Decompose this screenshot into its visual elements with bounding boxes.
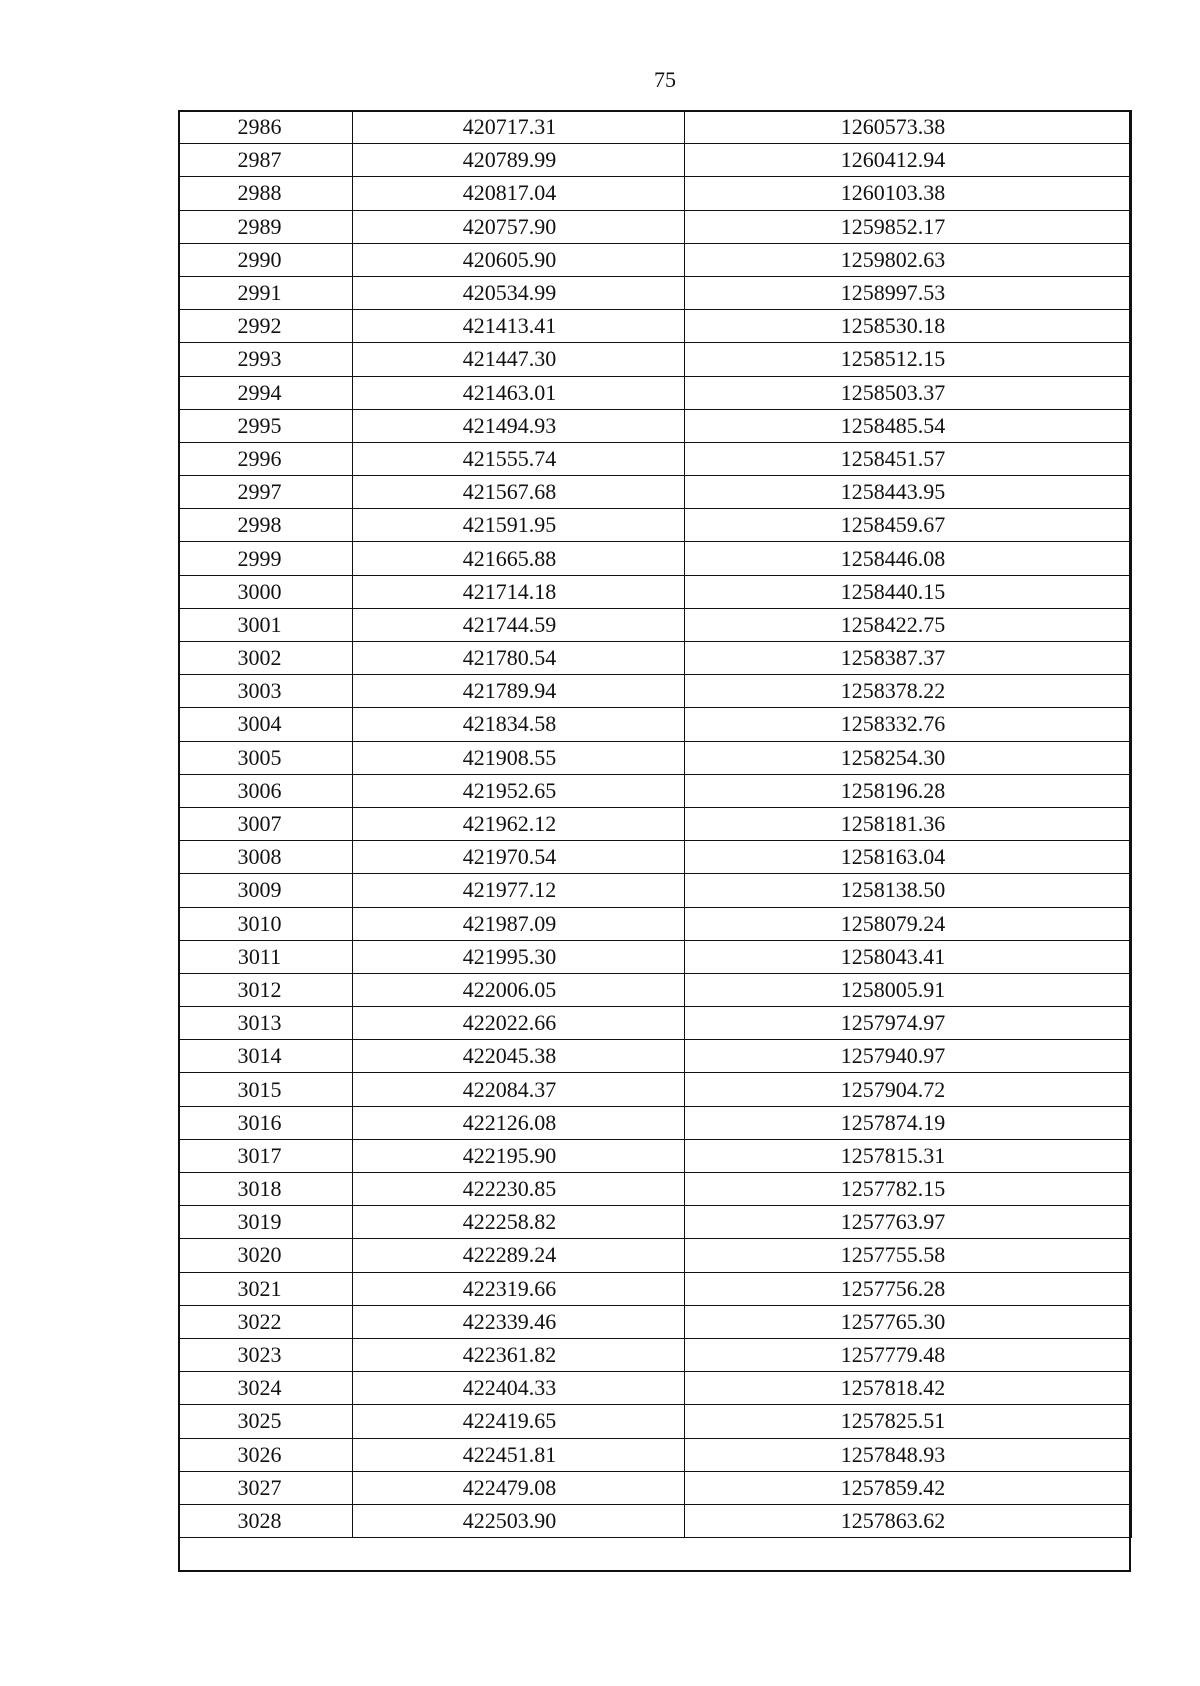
point-number-cell: 2993 — [179, 343, 353, 376]
x-coordinate-cell: 422045.38 — [353, 1040, 685, 1073]
x-coordinate-cell: 420817.04 — [353, 177, 685, 210]
point-number-cell: 3002 — [179, 642, 353, 675]
table-row — [179, 243, 1132, 276]
x-coordinate-cell: 422404.33 — [353, 1372, 685, 1405]
x-coordinate-cell: 421665.88 — [353, 542, 685, 575]
y-coordinate-cell: 1257818.42 — [685, 1372, 1132, 1405]
x-coordinate-cell: 421714.18 — [353, 575, 685, 608]
x-coordinate-cell: 422022.66 — [353, 1007, 685, 1040]
point-number-cell: 2987 — [179, 144, 353, 177]
table-row — [179, 1239, 1132, 1272]
table-row — [179, 343, 1132, 376]
table-row — [179, 841, 1132, 874]
x-coordinate-cell: 422361.82 — [353, 1338, 685, 1371]
y-coordinate-cell: 1258503.37 — [685, 376, 1132, 409]
table-row — [179, 144, 1132, 177]
table-row — [179, 973, 1132, 1006]
table-row — [179, 940, 1132, 973]
x-coordinate-cell: 421447.30 — [353, 343, 685, 376]
point-number-cell: 3019 — [179, 1206, 353, 1239]
x-coordinate-cell: 422339.46 — [353, 1305, 685, 1338]
y-coordinate-cell: 1257756.28 — [685, 1272, 1132, 1305]
y-coordinate-cell: 1260412.94 — [685, 144, 1132, 177]
x-coordinate-cell: 422258.82 — [353, 1206, 685, 1239]
x-coordinate-cell: 421789.94 — [353, 675, 685, 708]
table-row — [179, 111, 1132, 144]
table-row — [179, 1438, 1132, 1471]
point-number-cell: 2996 — [179, 442, 353, 475]
y-coordinate-cell: 1257863.62 — [685, 1504, 1132, 1537]
point-number-cell: 3005 — [179, 741, 353, 774]
point-number-cell: 2988 — [179, 177, 353, 210]
x-coordinate-cell: 420605.90 — [353, 243, 685, 276]
x-coordinate-cell: 421413.41 — [353, 310, 685, 343]
table-row — [179, 442, 1132, 475]
table-row — [179, 177, 1132, 210]
point-number-cell: 2986 — [179, 111, 353, 144]
table-row — [179, 1106, 1132, 1139]
point-number-cell: 3016 — [179, 1106, 353, 1139]
coordinate-table — [178, 110, 1132, 1538]
point-number-cell: 3017 — [179, 1139, 353, 1172]
point-number-cell: 2989 — [179, 210, 353, 243]
table-row — [179, 310, 1132, 343]
x-coordinate-cell: 421463.01 — [353, 376, 685, 409]
table-row — [179, 1305, 1132, 1338]
point-number-cell: 3008 — [179, 841, 353, 874]
y-coordinate-cell: 1257782.15 — [685, 1173, 1132, 1206]
y-coordinate-cell: 1257779.48 — [685, 1338, 1132, 1371]
x-coordinate-cell: 421494.93 — [353, 409, 685, 442]
x-coordinate-cell: 422503.90 — [353, 1504, 685, 1537]
point-number-cell: 3004 — [179, 708, 353, 741]
point-number-cell: 3023 — [179, 1338, 353, 1371]
point-number-cell: 2991 — [179, 276, 353, 309]
y-coordinate-cell: 1257940.97 — [685, 1040, 1132, 1073]
table-row — [179, 608, 1132, 641]
table-row — [179, 1139, 1132, 1172]
y-coordinate-cell: 1257765.30 — [685, 1305, 1132, 1338]
point-number-cell: 2999 — [179, 542, 353, 575]
x-coordinate-cell: 422195.90 — [353, 1139, 685, 1172]
point-number-cell: 3026 — [179, 1438, 353, 1471]
point-number-cell: 3018 — [179, 1173, 353, 1206]
y-coordinate-cell: 1258530.18 — [685, 310, 1132, 343]
x-coordinate-cell: 421908.55 — [353, 741, 685, 774]
x-coordinate-cell: 422289.24 — [353, 1239, 685, 1272]
table-row — [179, 1338, 1132, 1371]
table-row — [179, 642, 1132, 675]
x-coordinate-cell: 422479.08 — [353, 1471, 685, 1504]
y-coordinate-cell: 1259852.17 — [685, 210, 1132, 243]
x-coordinate-cell: 421567.68 — [353, 476, 685, 509]
x-coordinate-cell: 421780.54 — [353, 642, 685, 675]
y-coordinate-cell: 1258459.67 — [685, 509, 1132, 542]
x-coordinate-cell: 420789.99 — [353, 144, 685, 177]
table-row — [179, 1372, 1132, 1405]
x-coordinate-cell: 420534.99 — [353, 276, 685, 309]
point-number-cell: 3010 — [179, 907, 353, 940]
point-number-cell: 3012 — [179, 973, 353, 1006]
y-coordinate-cell: 1258387.37 — [685, 642, 1132, 675]
y-coordinate-cell: 1257974.97 — [685, 1007, 1132, 1040]
x-coordinate-cell: 421977.12 — [353, 874, 685, 907]
y-coordinate-cell: 1258043.41 — [685, 940, 1132, 973]
point-number-cell: 2997 — [179, 476, 353, 509]
table-row — [179, 1040, 1132, 1073]
point-number-cell: 2998 — [179, 509, 353, 542]
x-coordinate-cell: 421952.65 — [353, 774, 685, 807]
point-number-cell: 3011 — [179, 940, 353, 973]
point-number-cell: 3006 — [179, 774, 353, 807]
y-coordinate-cell: 1257859.42 — [685, 1471, 1132, 1504]
point-number-cell: 3022 — [179, 1305, 353, 1338]
y-coordinate-cell: 1257904.72 — [685, 1073, 1132, 1106]
point-number-cell: 3021 — [179, 1272, 353, 1305]
y-coordinate-cell: 1258485.54 — [685, 409, 1132, 442]
table-row — [179, 409, 1132, 442]
table-row — [179, 509, 1132, 542]
x-coordinate-cell: 421970.54 — [353, 841, 685, 874]
table-row — [179, 741, 1132, 774]
x-coordinate-cell: 421995.30 — [353, 940, 685, 973]
y-coordinate-cell: 1258443.95 — [685, 476, 1132, 509]
point-number-cell: 3020 — [179, 1239, 353, 1272]
table-row — [179, 1405, 1132, 1438]
x-coordinate-cell: 420757.90 — [353, 210, 685, 243]
y-coordinate-cell: 1258005.91 — [685, 973, 1132, 1006]
y-coordinate-cell: 1258079.24 — [685, 907, 1132, 940]
point-number-cell: 2990 — [179, 243, 353, 276]
y-coordinate-cell: 1257815.31 — [685, 1139, 1132, 1172]
y-coordinate-cell: 1258138.50 — [685, 874, 1132, 907]
table-row — [179, 774, 1132, 807]
y-coordinate-cell: 1258163.04 — [685, 841, 1132, 874]
x-coordinate-cell: 422419.65 — [353, 1405, 685, 1438]
point-number-cell: 3007 — [179, 807, 353, 840]
table-row — [179, 1173, 1132, 1206]
point-number-cell: 3024 — [179, 1372, 353, 1405]
y-coordinate-cell: 1258997.53 — [685, 276, 1132, 309]
point-number-cell: 3013 — [179, 1007, 353, 1040]
y-coordinate-cell: 1257848.93 — [685, 1438, 1132, 1471]
table-row — [179, 708, 1132, 741]
point-number-cell: 3000 — [179, 575, 353, 608]
y-coordinate-cell: 1258422.75 — [685, 608, 1132, 641]
point-number-cell: 3028 — [179, 1504, 353, 1537]
table-row — [179, 575, 1132, 608]
table-row — [179, 1471, 1132, 1504]
y-coordinate-cell: 1259802.63 — [685, 243, 1132, 276]
point-number-cell: 2994 — [179, 376, 353, 409]
table-row — [179, 210, 1132, 243]
y-coordinate-cell: 1258181.36 — [685, 807, 1132, 840]
y-coordinate-cell: 1258446.08 — [685, 542, 1132, 575]
y-coordinate-cell: 1258196.28 — [685, 774, 1132, 807]
point-number-cell: 3015 — [179, 1073, 353, 1106]
table-row — [179, 1206, 1132, 1239]
point-number-cell: 2992 — [179, 310, 353, 343]
table-row — [179, 276, 1132, 309]
table-row — [179, 476, 1132, 509]
point-number-cell: 2995 — [179, 409, 353, 442]
coordinate-table-body — [179, 111, 1132, 1538]
page-number: 75 — [654, 67, 676, 92]
x-coordinate-cell: 420717.31 — [353, 111, 685, 144]
table-row — [179, 907, 1132, 940]
point-number-cell: 3025 — [179, 1405, 353, 1438]
y-coordinate-cell: 1257763.97 — [685, 1206, 1132, 1239]
x-coordinate-cell: 421834.58 — [353, 708, 685, 741]
x-coordinate-cell: 422319.66 — [353, 1272, 685, 1305]
y-coordinate-cell: 1260573.38 — [685, 111, 1132, 144]
table-row — [179, 376, 1132, 409]
y-coordinate-cell: 1258451.57 — [685, 442, 1132, 475]
x-coordinate-cell: 422084.37 — [353, 1073, 685, 1106]
y-coordinate-cell: 1257755.58 — [685, 1239, 1132, 1272]
x-coordinate-cell: 421591.95 — [353, 509, 685, 542]
point-number-cell: 3009 — [179, 874, 353, 907]
y-coordinate-cell: 1257825.51 — [685, 1405, 1132, 1438]
y-coordinate-cell: 1258254.30 — [685, 741, 1132, 774]
table-row — [179, 1504, 1132, 1537]
table-row — [179, 1272, 1132, 1305]
x-coordinate-cell: 422126.08 — [353, 1106, 685, 1139]
x-coordinate-cell: 421555.74 — [353, 442, 685, 475]
table-row — [179, 1073, 1132, 1106]
x-coordinate-cell: 421744.59 — [353, 608, 685, 641]
table-row — [179, 1007, 1132, 1040]
x-coordinate-cell: 422451.81 — [353, 1438, 685, 1471]
y-coordinate-cell: 1258378.22 — [685, 675, 1132, 708]
point-number-cell: 3014 — [179, 1040, 353, 1073]
point-number-cell: 3003 — [179, 675, 353, 708]
point-number-cell: 3027 — [179, 1471, 353, 1504]
x-coordinate-cell: 422006.05 — [353, 973, 685, 1006]
x-coordinate-cell: 421962.12 — [353, 807, 685, 840]
table-row — [179, 542, 1132, 575]
table-row — [179, 807, 1132, 840]
y-coordinate-cell: 1257874.19 — [685, 1106, 1132, 1139]
table-row — [179, 675, 1132, 708]
x-coordinate-cell: 422230.85 — [353, 1173, 685, 1206]
y-coordinate-cell: 1258440.15 — [685, 575, 1132, 608]
y-coordinate-cell: 1258332.76 — [685, 708, 1132, 741]
y-coordinate-cell: 1258512.15 — [685, 343, 1132, 376]
table-row — [179, 874, 1132, 907]
x-coordinate-cell: 421987.09 — [353, 907, 685, 940]
y-coordinate-cell: 1260103.38 — [685, 177, 1132, 210]
point-number-cell: 3001 — [179, 608, 353, 641]
